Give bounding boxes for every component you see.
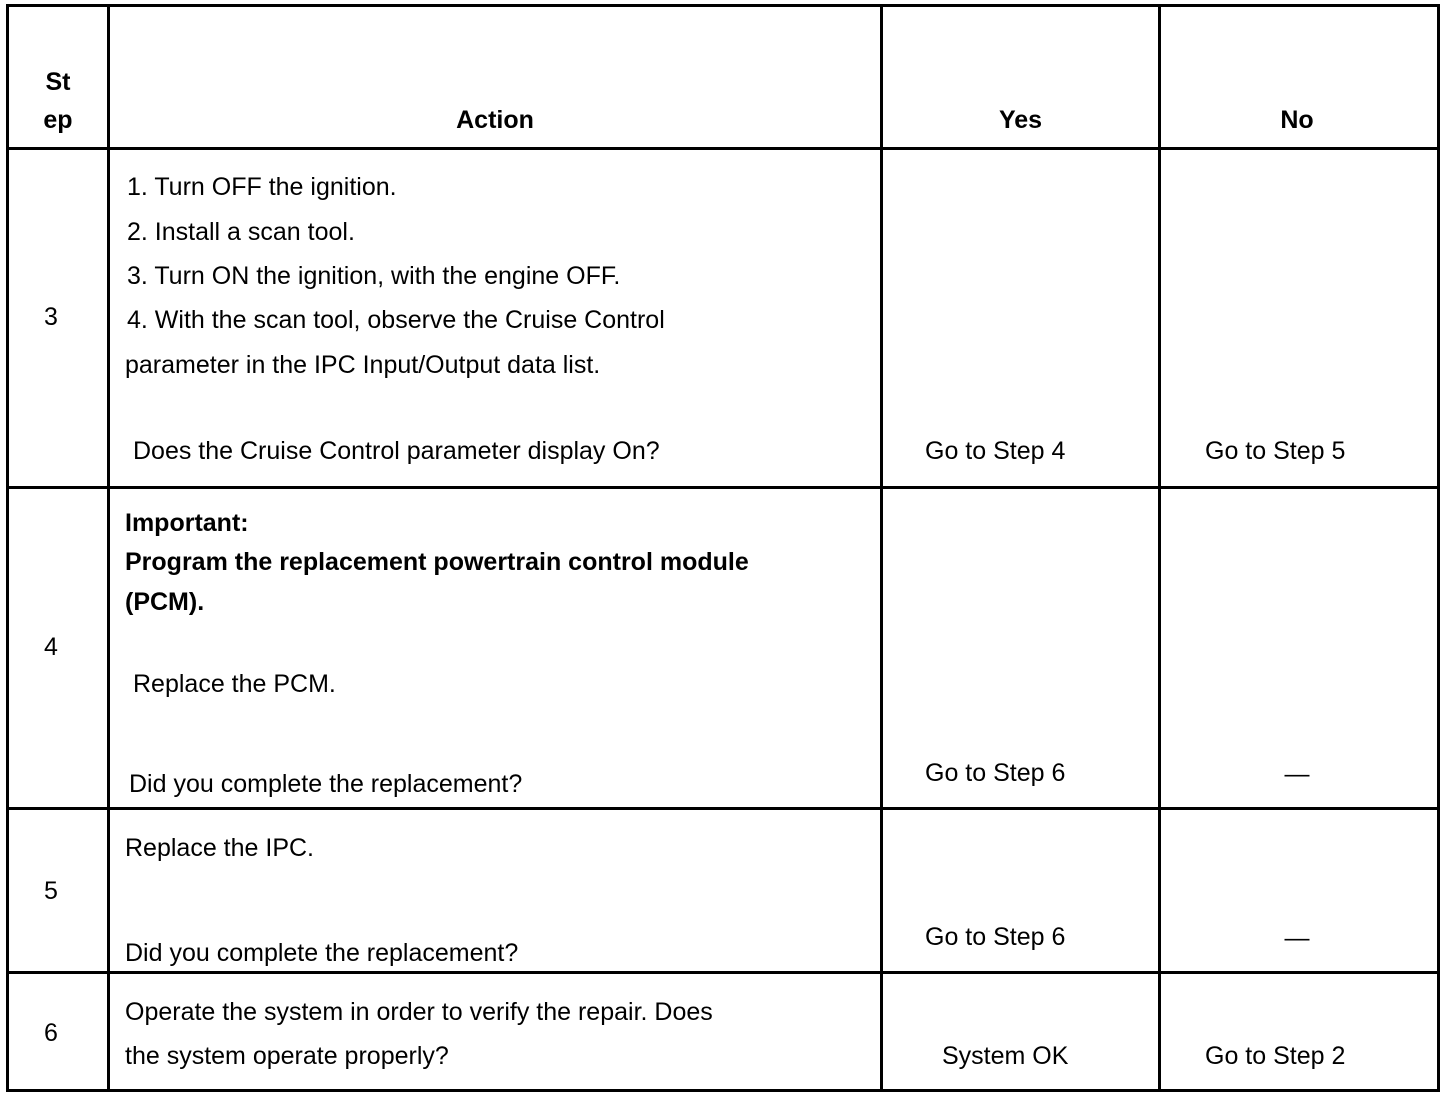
row-divider-5: [9, 971, 1437, 974]
col-divider-step: [107, 7, 110, 1089]
no-result-6: Go to Step 2: [1205, 1042, 1346, 1070]
step-number-3: 3: [44, 303, 58, 331]
step-number-5: 5: [44, 877, 58, 905]
action-line: 2. Install a scan tool.: [127, 218, 355, 246]
col-divider-action: [880, 7, 883, 1089]
diagnostic-table: [6, 4, 1440, 1092]
step-number-6: 6: [44, 1019, 58, 1047]
action-line: 1. Turn OFF the ignition.: [127, 173, 397, 201]
action-question: Does the Cruise Control parameter display On?: [133, 437, 660, 465]
action-line: parameter in the IPC Input/Output data list.: [125, 351, 601, 379]
action-line: Operate the system in order to verify the repair. Does: [125, 998, 713, 1026]
header-no: No: [1280, 106, 1314, 134]
action-line: 3. Turn ON the ignition, with the engine OFF.: [127, 262, 621, 290]
action-text: Replace the IPC.: [125, 834, 314, 862]
important-note-line: Program the replacement powertrain control module: [125, 548, 749, 576]
no-result-4: —: [1284, 760, 1310, 788]
action-question: Did you complete the replacement?: [125, 939, 519, 967]
important-note-line: (PCM).: [125, 588, 205, 616]
header-step-line2: ep: [43, 106, 73, 134]
action-line: 4. With the scan tool, observe the Cruise Control: [127, 306, 665, 334]
header-action: Action: [456, 106, 534, 134]
row-divider-4: [9, 807, 1437, 810]
header-step-line1: St: [45, 68, 71, 96]
yes-result-3: Go to Step 4: [925, 437, 1066, 465]
header-yes: Yes: [998, 106, 1043, 134]
action-question: Did you complete the replacement?: [129, 770, 523, 798]
no-result-5: —: [1284, 924, 1310, 952]
yes-result-4: Go to Step 6: [925, 759, 1066, 787]
no-result-3: Go to Step 5: [1205, 437, 1346, 465]
action-line: the system operate properly?: [125, 1042, 449, 1070]
step-number-4: 4: [44, 633, 58, 661]
row-divider-header: [9, 147, 1437, 150]
yes-result-5: Go to Step 6: [925, 923, 1066, 951]
important-label: Important:: [125, 509, 249, 537]
action-text: Replace the PCM.: [133, 670, 336, 698]
yes-result-6: System OK: [942, 1042, 1069, 1070]
row-divider-3: [9, 486, 1437, 489]
